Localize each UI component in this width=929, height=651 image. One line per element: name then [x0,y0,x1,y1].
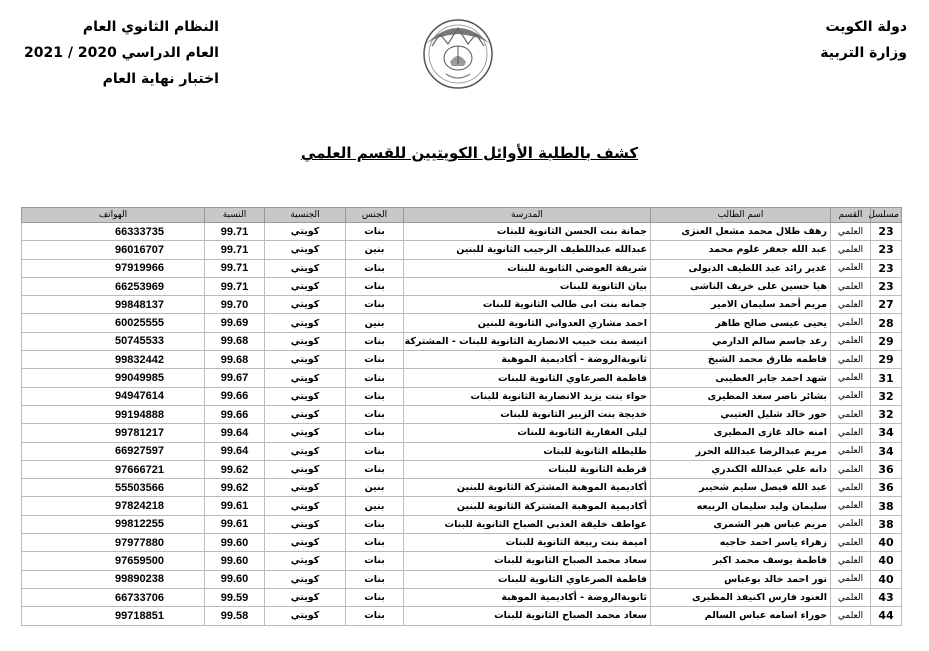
cell-percent: 99.60 [205,570,265,588]
col-phone: الهواتف [22,208,205,223]
cell-name: العنود فارس اكنيفذ المطيرى [651,588,831,606]
cell-dept: العلمي [831,442,871,460]
cell-serial: 28 [871,314,902,332]
cell-name: مريم أحمد سليمان الامير [651,296,831,314]
cell-phone: 60025555 [22,314,205,332]
cell-phone: 94947614 [22,387,205,405]
cell-gender: بنات [346,515,404,533]
cell-percent: 99.62 [205,460,265,478]
cell-percent: 99.64 [205,424,265,442]
cell-gender: بنات [346,387,404,405]
cell-gender: بنات [346,405,404,423]
cell-phone: 66333735 [22,223,205,241]
cell-name: دانه علي عبدالله الكندري [651,460,831,478]
col-dept: القسم [831,208,871,223]
cell-nationality: كويتي [265,607,346,625]
cell-nationality: كويتي [265,497,346,515]
cell-phone: 99890238 [22,570,205,588]
cell-dept: العلمي [831,351,871,369]
table-row [22,460,902,478]
cell-serial: 44 [871,607,902,625]
cell-gender: بنات [346,259,404,277]
table-row [22,369,902,387]
cell-dept: العلمي [831,296,871,314]
header-right [820,14,907,66]
table-row [22,570,902,588]
table-row [22,607,902,625]
cell-dept: العلمي [831,223,871,241]
cell-school: سعاد محمد الصباح الثانوية للبنات [404,607,651,625]
cell-serial: 29 [871,332,902,350]
cell-phone: 97919966 [22,259,205,277]
cell-name: هيا حسين على خريف الناشى [651,277,831,295]
cell-nationality: كويتي [265,588,346,606]
cell-dept: العلمي [831,387,871,405]
cell-dept: العلمي [831,314,871,332]
cell-name: فاطمة يوسف محمد اكبر [651,552,831,570]
cell-serial: 32 [871,405,902,423]
cell-school: طليطله الثانوية للبنات [404,442,651,460]
table-row [22,332,902,350]
cell-nationality: كويتي [265,351,346,369]
cell-dept: العلمي [831,259,871,277]
cell-phone: 99812255 [22,515,205,533]
cell-serial: 40 [871,570,902,588]
cell-phone: 66927597 [22,442,205,460]
kuwait-emblem-icon [420,14,496,90]
cell-school: اميمة بنت ربيعة الثانوية للبنات [404,534,651,552]
cell-serial: 43 [871,588,902,606]
cell-school: عواطف خليفة العذبي الصباح الثانوية للبنات [404,515,651,533]
cell-nationality: كويتي [265,534,346,552]
cell-phone: 66733706 [22,588,205,606]
cell-school: قرطبة الثانوية للبنات [404,460,651,478]
cell-gender: بنات [346,534,404,552]
cell-percent: 99.70 [205,296,265,314]
cell-nationality: كويتي [265,241,346,259]
cell-nationality: كويتي [265,515,346,533]
cell-serial: 27 [871,296,902,314]
cell-school: أكاديمية الموهبة المشتركة الثانوية للبنين [404,497,651,515]
cell-serial: 23 [871,277,902,295]
cell-phone: 99194888 [22,405,205,423]
cell-gender: بنات [346,552,404,570]
cell-percent: 99.62 [205,479,265,497]
cell-name: فاطمه طارق محمد الشيخ [651,351,831,369]
academic-year: العام الدراسي 2020 / 2021 [24,45,219,61]
cell-name: بشائر ناصر سعد المطيرى [651,387,831,405]
cell-school: حواء بنت يزيد الانصارية الثانوية للبنات [404,387,651,405]
table-row [22,277,902,295]
cell-serial: 31 [871,369,902,387]
cell-dept: العلمي [831,534,871,552]
document-title-wrap [0,143,929,162]
cell-percent: 99.66 [205,405,265,423]
cell-percent: 99.59 [205,588,265,606]
cell-school: انيسة بنت خبيب الانصارية الثانوية للبنات - المشتركة [404,332,651,350]
cell-serial: 32 [871,387,902,405]
cell-nationality: كويتي [265,387,346,405]
table-row [22,479,902,497]
cell-dept: العلمي [831,515,871,533]
cell-nationality: كويتي [265,460,346,478]
col-nationality: الجنسية [265,208,346,223]
cell-school: جمانة بنت الحسن الثانوية للبنات [404,223,651,241]
cell-gender: بنات [346,442,404,460]
cell-percent: 99.61 [205,497,265,515]
cell-gender: بنين [346,497,404,515]
table-row [22,296,902,314]
exam-name: اختبار نهاية العام [102,71,219,87]
cell-serial: 36 [871,460,902,478]
cell-phone: 96016707 [22,241,205,259]
cell-name: عبد الله فيصل سليم شحيبر [651,479,831,497]
cell-name: مريم عباس هبر الشمرى [651,515,831,533]
cell-percent: 99.68 [205,332,265,350]
cell-nationality: كويتي [265,277,346,295]
col-percent: النسبة [205,208,265,223]
cell-dept: العلمي [831,607,871,625]
cell-school: خديجة بنت الزبير الثانوية للبنات [404,405,651,423]
cell-serial: 34 [871,442,902,460]
cell-percent: 99.71 [205,241,265,259]
cell-dept: العلمي [831,460,871,478]
students-table [21,207,902,626]
table-header-row [22,208,902,223]
table-row [22,405,902,423]
cell-school: فاطمة الصرعاوي الثانوية للبنات [404,570,651,588]
cell-gender: بنات [346,277,404,295]
cell-nationality: كويتي [265,314,346,332]
cell-gender: بنات [346,296,404,314]
cell-school: سعاد محمد الصباح الثانوية للبنات [404,552,651,570]
cell-dept: العلمي [831,552,871,570]
cell-name: امنه خالد غازى المطيرى [651,424,831,442]
col-school: المدرسة [404,208,651,223]
cell-school: أكاديمية الموهبة المشتركة الثانوية للبنين [404,479,651,497]
cell-name: زهراء ياسر احمد حاجيه [651,534,831,552]
cell-nationality: كويتي [265,442,346,460]
cell-percent: 99.71 [205,277,265,295]
cell-nationality: كويتي [265,424,346,442]
cell-phone: 99781217 [22,424,205,442]
cell-gender: بنات [346,460,404,478]
cell-percent: 99.64 [205,442,265,460]
table-body [22,223,902,626]
cell-school: جمانه بنت ابى طالب الثانوية للبنات [404,296,651,314]
cell-phone: 55503566 [22,479,205,497]
cell-phone: 99718851 [22,607,205,625]
table-row [22,497,902,515]
cell-phone: 97977880 [22,534,205,552]
cell-percent: 99.61 [205,515,265,533]
table-row [22,534,902,552]
cell-name: سليمان وليد سليمان الربيعه [651,497,831,515]
cell-dept: العلمي [831,369,871,387]
cell-phone: 97824218 [22,497,205,515]
table-row [22,259,902,277]
cell-nationality: كويتي [265,479,346,497]
cell-nationality: كويتي [265,223,346,241]
cell-gender: بنات [346,351,404,369]
cell-percent: 99.66 [205,387,265,405]
cell-phone: 97659500 [22,552,205,570]
cell-gender: بنات [346,607,404,625]
cell-school: عبدالله عبداللطيف الرجيب الثانوية للبنين [404,241,651,259]
cell-serial: 38 [871,497,902,515]
cell-serial: 23 [871,223,902,241]
cell-serial: 23 [871,241,902,259]
country-name: دولة الكويت [825,19,907,35]
cell-gender: بنات [346,223,404,241]
cell-name: شهد احمد جابر العطيبى [651,369,831,387]
cell-nationality: كويتي [265,332,346,350]
table-row [22,515,902,533]
table-row [22,241,902,259]
cell-serial: 34 [871,424,902,442]
cell-percent: 99.58 [205,607,265,625]
cell-name: عبد الله جعفر غلوم محمد [651,241,831,259]
cell-school: فاطمة الصرعاوي الثانوية للبنات [404,369,651,387]
cell-dept: العلمي [831,497,871,515]
cell-serial: 29 [871,351,902,369]
cell-name: يحيى عيسى صالح طاهر [651,314,831,332]
cell-dept: العلمي [831,277,871,295]
cell-gender: بنات [346,369,404,387]
cell-dept: العلمي [831,570,871,588]
cell-dept: العلمي [831,479,871,497]
cell-gender: بنات [346,588,404,606]
cell-percent: 99.67 [205,369,265,387]
cell-name: نور احمد خالد بوعباس [651,570,831,588]
cell-school: بيان الثانوية للبنات [404,277,651,295]
cell-school: ثانويةالروضة - أكاديمية الموهبة [404,351,651,369]
cell-serial: 36 [871,479,902,497]
table-row [22,424,902,442]
table-row [22,442,902,460]
cell-name: حور خالد شليل العتيبي [651,405,831,423]
table-row [22,588,902,606]
cell-nationality: كويتي [265,405,346,423]
cell-phone: 50745533 [22,332,205,350]
cell-dept: العلمي [831,424,871,442]
cell-percent: 99.71 [205,223,265,241]
col-gender: الجنس [346,208,404,223]
cell-nationality: كويتي [265,552,346,570]
cell-serial: 40 [871,534,902,552]
cell-percent: 99.68 [205,351,265,369]
cell-gender: بنين [346,241,404,259]
cell-dept: العلمي [831,332,871,350]
cell-percent: 99.60 [205,552,265,570]
table-row [22,351,902,369]
cell-nationality: كويتي [265,369,346,387]
cell-name: غدير رائد عبد اللطيف الديولى [651,259,831,277]
cell-gender: بنات [346,570,404,588]
cell-phone: 97666721 [22,460,205,478]
cell-dept: العلمي [831,588,871,606]
header-left [24,14,219,92]
cell-phone: 66253969 [22,277,205,295]
cell-serial: 38 [871,515,902,533]
cell-phone: 99848137 [22,296,205,314]
cell-nationality: كويتي [265,296,346,314]
cell-gender: بنات [346,332,404,350]
ministry-name: وزارة التربية [820,45,907,61]
cell-serial: 23 [871,259,902,277]
cell-school: ثانويةالروضة - أكاديمية الموهبة [404,588,651,606]
cell-percent: 99.69 [205,314,265,332]
col-serial: مسلسل [871,208,902,223]
cell-nationality: كويتي [265,259,346,277]
system-name: النظام الثانوي العام [82,19,219,35]
cell-gender: بنات [346,424,404,442]
cell-name: رهف طلال محمد مشعل العنزى [651,223,831,241]
cell-school: ليلى الغفارية الثانوية للبنات [404,424,651,442]
cell-dept: العلمي [831,241,871,259]
cell-percent: 99.60 [205,534,265,552]
cell-gender: بنين [346,314,404,332]
document-title: كشف بالطلبة الأوائل الكويتيين للقسم العلمي [300,144,639,162]
cell-percent: 99.71 [205,259,265,277]
cell-phone: 99832442 [22,351,205,369]
cell-gender: بنين [346,479,404,497]
col-name: اسم الطالب [651,208,831,223]
cell-school: شريفة العوضي الثانوية للبنات [404,259,651,277]
cell-serial: 40 [871,552,902,570]
cell-name: حوراء اسامه عباس السالم [651,607,831,625]
table-row [22,387,902,405]
cell-dept: العلمي [831,405,871,423]
cell-school: احمد مشاري العدواني الثانوية للبنين [404,314,651,332]
table-row [22,552,902,570]
cell-name: مريم عبدالرضا عبدالله الحرز [651,442,831,460]
table-row [22,223,902,241]
cell-name: رغد جاسم سالم الدارمي [651,332,831,350]
cell-phone: 99049985 [22,369,205,387]
table-row [22,314,902,332]
cell-nationality: كويتي [265,570,346,588]
